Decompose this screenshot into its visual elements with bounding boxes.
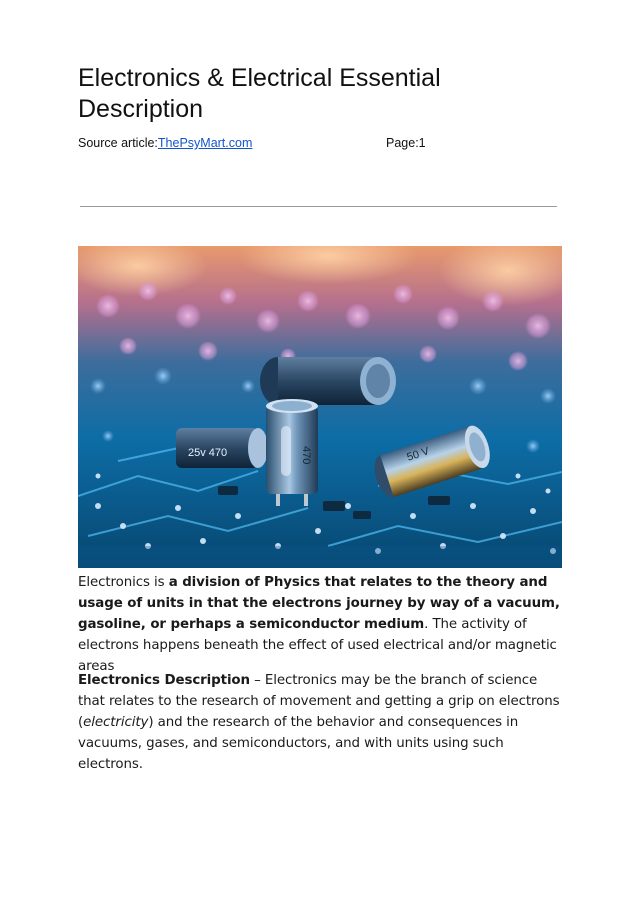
source-label: Source article:	[78, 136, 158, 150]
paragraph-definition	[78, 572, 563, 677]
circuit-board-photo	[78, 246, 562, 568]
cap-right-label: 50 V	[405, 445, 431, 464]
cap-center-label: 470	[300, 446, 312, 465]
paragraph-description-part1: – Electronics may be the branch of science that relates to the research of movement and getting a grip on electrons (	[78, 673, 560, 730]
paragraph-definition-intro: Electronics is	[78, 575, 169, 590]
paragraph-definition-rest: . The activity of electrons happens beneath the effect of used electrical and/or magnetic areas	[78, 617, 557, 674]
paragraph-description-italic: electricity	[83, 715, 149, 730]
horizontal-divider	[80, 206, 557, 207]
cap-left-label: 25v 470	[188, 447, 228, 459]
page-number: Page:1	[386, 136, 426, 150]
source-line	[78, 135, 252, 151]
paragraph-description-heading: Electronics Description	[78, 673, 250, 688]
paragraph-definition-bold: a division of Physics that relates to the theory and usage of units in that the electrons journey by way of a vacuum, gasoline, or perhaps a semiconductor medium	[78, 575, 560, 632]
document-title: Electronics & Electrical Essential Description	[78, 64, 441, 123]
paragraph-description-part2: ) and the research of the behavior and consequences in vacuums, gases, and semiconductors, and with units using such electrons.	[78, 715, 519, 772]
source-link[interactable]: ThePsyMart.com	[157, 136, 253, 150]
paragraph-description	[78, 670, 563, 775]
